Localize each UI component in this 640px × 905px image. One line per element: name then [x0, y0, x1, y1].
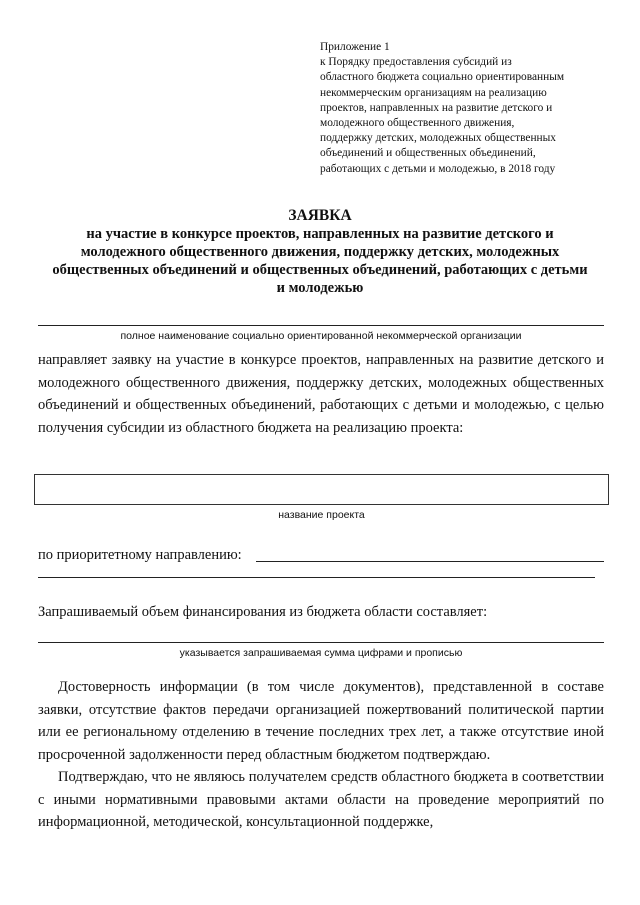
funding-caption: указывается запрашиваемая сумма цифрами и прописью — [179, 647, 463, 659]
intro-text: направляет заявку на участие в конкурсе проектов, направленных на развитие детского и молодежного общественного движения, поддержку детских, молодежных общественных объединений и общественных объединений, работающих с детьми и молодежью, с целью получения субсидии из областного бюджета на реализацию проекта: — [38, 352, 604, 436]
appendix-line: областного бюджета социально ориентированным — [320, 71, 565, 84]
org-name-caption: полное наименование социально ориентированной некоммерческой организации — [120, 330, 522, 342]
project-name-field[interactable] — [34, 474, 609, 505]
appendix-line: поддержку детских, молодежных общественных — [320, 132, 556, 145]
project-name-caption: название проекта — [278, 509, 365, 521]
funding-label: Запрашиваемый объем финансирования из бюджета области составляет: — [38, 604, 488, 620]
appendix-line: проектов, направленных на развитие детского и — [320, 101, 553, 114]
appendix-line: работающих с детьми и молодежью, в 2018 году — [320, 162, 556, 175]
paragraph-reliability: Достоверность информации (в том числе документов), представленной в составе заявки, отсутствие фактов передачи организацией пожертвований политической партии или ее региональному отделению в течение последних трех лет, а также отсутствие иной просроченной задолженности перед областным бюджетом подтверждаю. — [38, 679, 604, 763]
paragraph-confirmation: Подтверждаю, что не являюсь получателем средств областного бюджета в соответствии с иными нормативными правовыми актами области на проведение мероприятий по информационной, методической, консультационной поддержке, — [38, 769, 604, 830]
body-paragraphs — [38, 676, 604, 834]
appendix-line: некоммерческим организациям на реализацию — [320, 86, 547, 99]
intro-paragraph — [38, 349, 604, 439]
appendix-line: объединений и общественных объединений, — [320, 147, 536, 160]
funding-field-line[interactable] — [38, 642, 604, 643]
appendix-line: Приложение 1 — [320, 41, 390, 53]
document-title — [30, 207, 610, 297]
title-line: и молодежью — [276, 280, 364, 296]
priority-label: по приоритетному направлению: — [38, 547, 242, 563]
title-line: на участие в конкурсе проектов, направленных на развитие детского и — [86, 226, 554, 242]
title-line: молодежного общественного движения, поддержку детских, молодежных — [80, 244, 560, 260]
priority-field-line-2[interactable] — [38, 577, 595, 578]
appendix-line: молодежного общественного движения, — [320, 117, 515, 130]
appendix-line: к Порядку предоставления субсидий из — [320, 56, 512, 69]
appendix-note — [320, 40, 610, 177]
title-line: общественных объединений и общественных объединений, работающих с детьми — [52, 262, 588, 278]
priority-field-line[interactable] — [256, 561, 604, 562]
title-main: ЗАЯВКА — [288, 207, 352, 224]
org-name-line[interactable] — [38, 325, 604, 326]
